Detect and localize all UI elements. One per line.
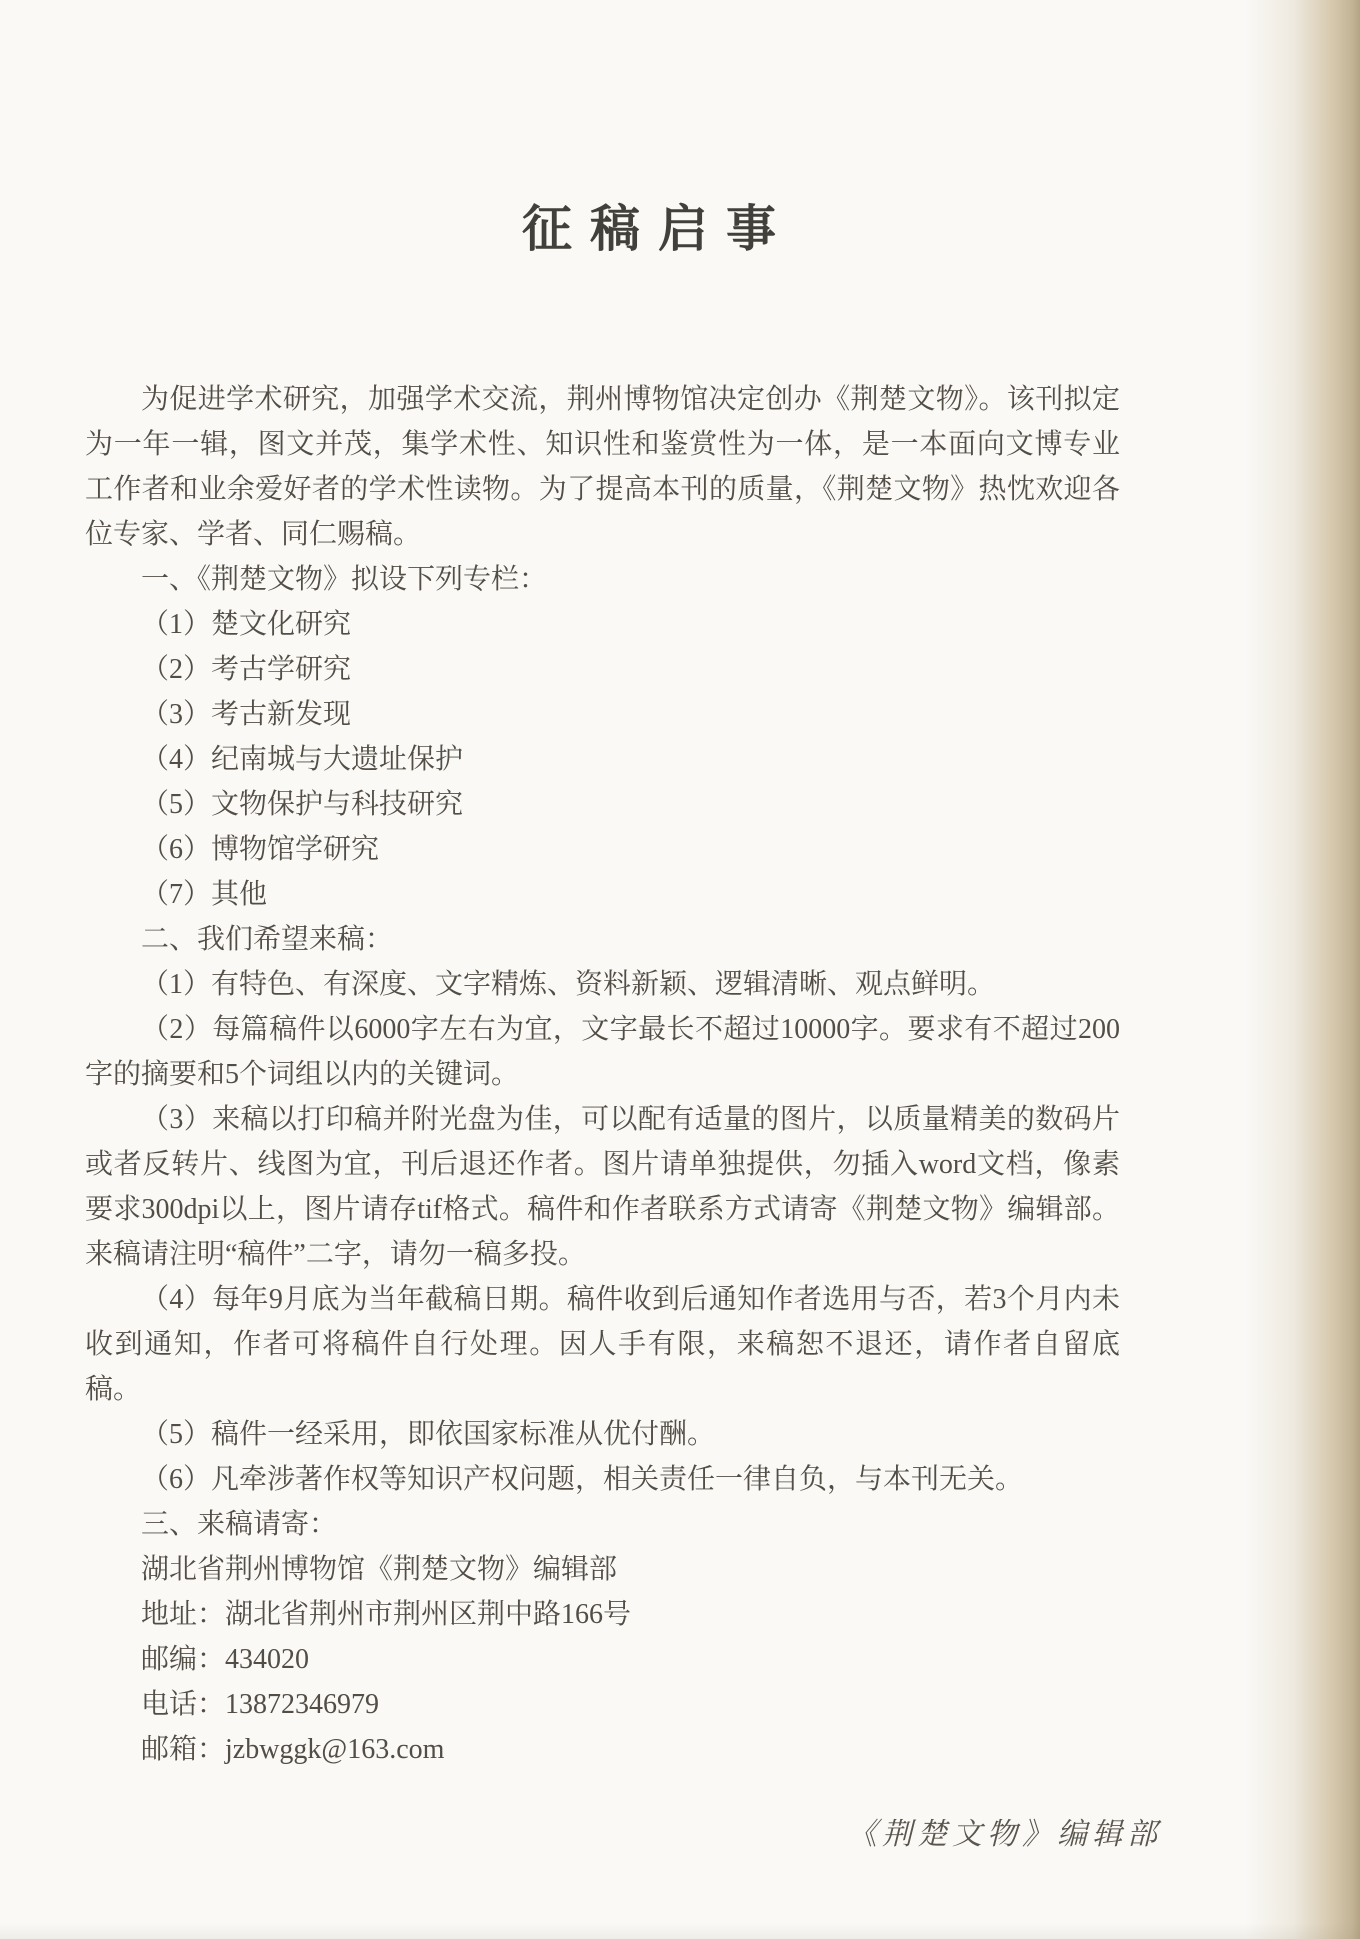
- email-line: 邮箱：jzbwggk@163.com: [141, 1734, 445, 1765]
- section-2-heading: 二、我们希望来稿：: [141, 924, 394, 955]
- editorial-signature: 《荆楚文物》编辑部: [847, 1818, 1162, 1851]
- document-title: 征稿启事: [522, 201, 794, 257]
- section-3-heading: 三、来稿请寄：: [141, 1509, 338, 1540]
- guideline-item-1: （1）有特色、有深度、文字精炼、资料新颖、逻辑清晰、观点鲜明。: [141, 969, 996, 1000]
- document-body: [85, 377, 1162, 1857]
- column-item-2: （2）考古学研究: [141, 654, 352, 685]
- column-item-5: （5）文物保护与科技研究: [141, 789, 464, 820]
- guideline-item-6: （6）凡牵涉著作权等知识产权问题，相关责任一律自负，与本刊无关。: [141, 1464, 1024, 1495]
- intro-paragraph: 为促进学术研究，加强学术交流，荆州博物馆决定创办《荆楚文物》。该刊拟定为一年一辑，图文并茂，集学术性、知识性和鉴赏性为一体，是一本面向文博专业工作者和业余爱好者的学术性读物。为了提高本刊的质量，《荆楚文物》热忱欢迎各位专家、学者、同仁赐稿。: [85, 384, 1120, 550]
- address-line: 地址：湖北省荆州市荆州区荆中路166号: [141, 1599, 632, 1630]
- mailing-target-line: 湖北省荆州博物馆《荆楚文物》编辑部: [141, 1554, 618, 1585]
- guideline-item-4: （4）每年9月底为当年截稿日期。稿件收到后通知作者选用与否，若3个月内未收到通知，作者可将稿件自行处理。因人手有限，来稿恕不退还，请作者自留底稿。: [85, 1284, 1120, 1405]
- section-1-heading: 一、《荆楚文物》拟设下列专栏：: [141, 564, 548, 595]
- column-item-1: （1）楚文化研究: [141, 609, 352, 640]
- column-item-7: （7）其他: [141, 879, 268, 910]
- guideline-item-5: （5）稿件一经采用，即依国家标准从优付酬。: [141, 1419, 716, 1450]
- guideline-item-3: （3）来稿以打印稿并附光盘为佳，可以配有适量的图片，以质量精美的数码片或者反转片、线图为宜，刊后退还作者。图片请单独提供，勿插入word文档，像素要求300dpi以上，图片请存tif格式。稿件和作者联系方式请寄《荆楚文物》编辑部。来稿请注明“稿件”二字，请勿一稿多投。: [85, 1104, 1120, 1270]
- postcode-line: 邮编：434020: [141, 1644, 310, 1675]
- phone-line: 电话：13872346979: [141, 1689, 380, 1720]
- column-item-3: （3）考古新发现: [141, 699, 352, 730]
- page-edge-shadow: [1245, 0, 1360, 1939]
- column-item-4: （4）纪南城与大遗址保护: [141, 744, 464, 775]
- page-bottom-shadow: [0, 1923, 1360, 1939]
- column-item-6: （6）博物馆学研究: [141, 834, 380, 865]
- guideline-item-2: （2）每篇稿件以6000字左右为宜，文字最长不超过10000字。要求有不超过200字的摘要和5个词组以内的关键词。: [85, 1014, 1120, 1090]
